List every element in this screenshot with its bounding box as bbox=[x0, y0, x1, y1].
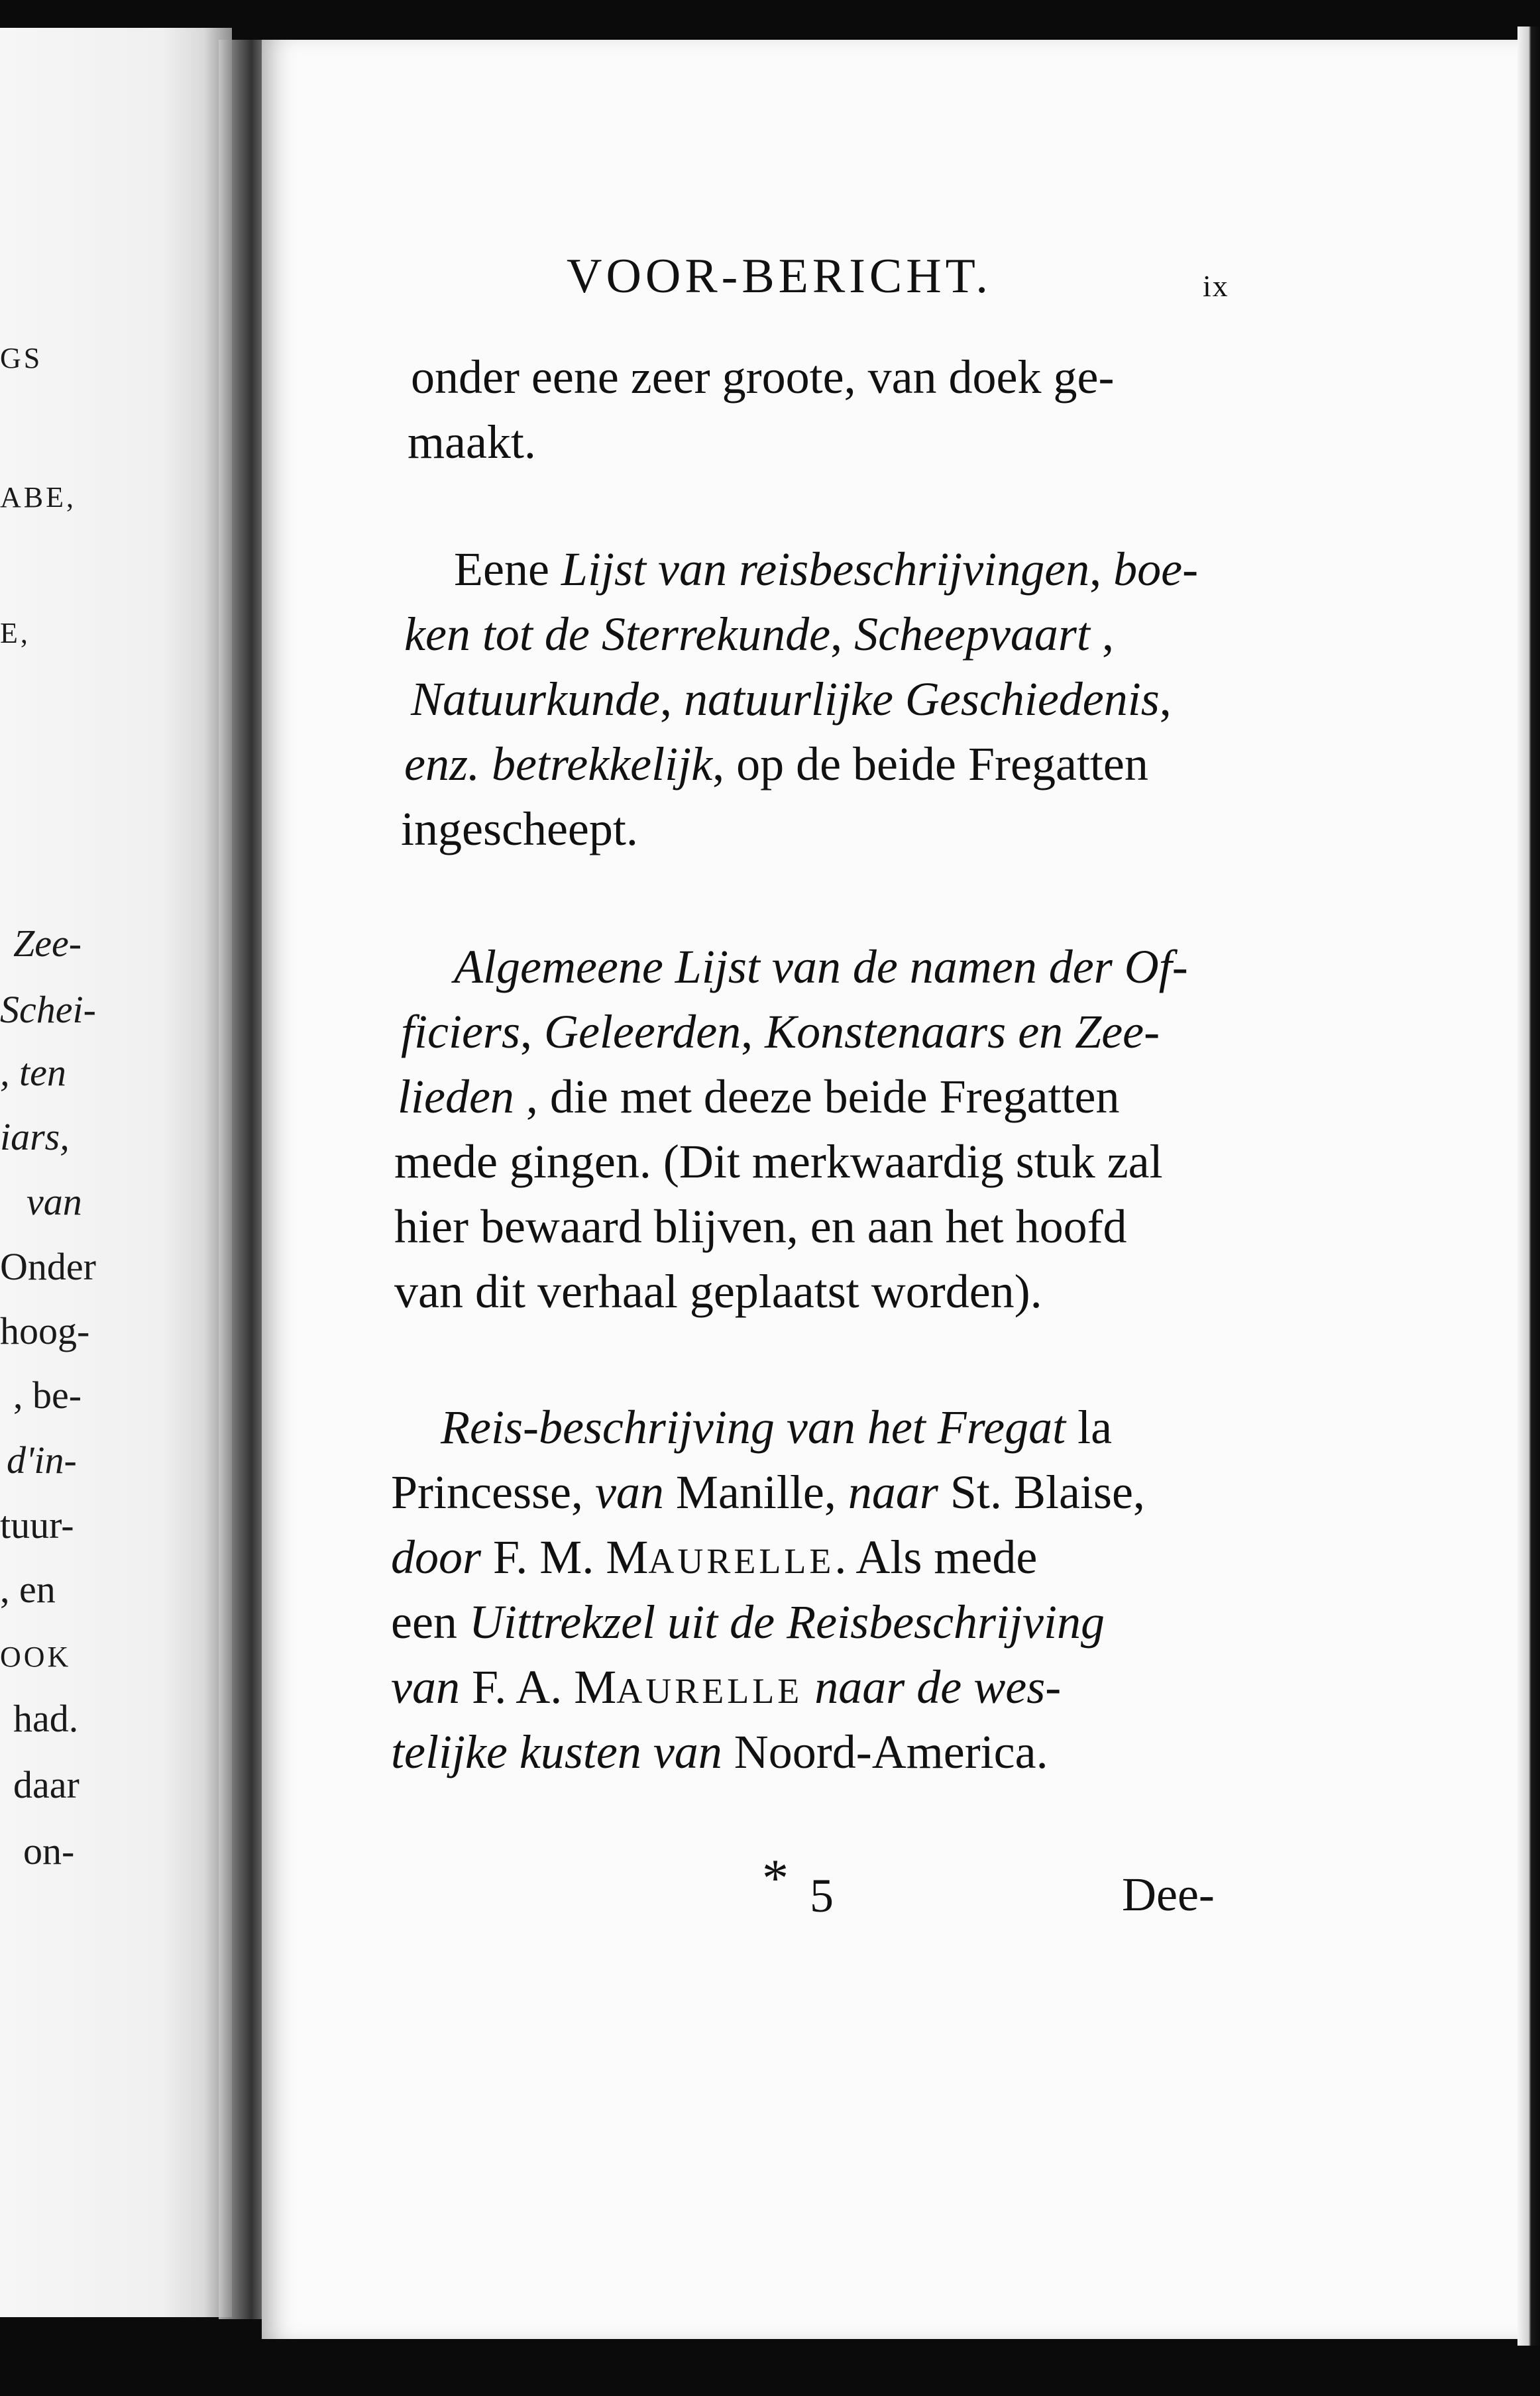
left-fragment: , en bbox=[0, 1568, 56, 1611]
left-fragment: tuur- bbox=[0, 1503, 74, 1547]
text-line bbox=[391, 1460, 1145, 1525]
text-line bbox=[391, 1655, 1061, 1723]
text-span: , bbox=[830, 608, 855, 661]
catchword: Dee- bbox=[1122, 1868, 1215, 1921]
text-span: , die met deeze beide Fregatten bbox=[514, 1070, 1120, 1123]
text-line: hier bewaard blijven, en aan het hoofd bbox=[394, 1200, 1127, 1253]
text-line: ingescheept. bbox=[401, 802, 638, 855]
left-fragment: Schei- bbox=[0, 988, 96, 1031]
text-span: Manille, bbox=[663, 1466, 848, 1519]
text-line bbox=[411, 667, 1172, 732]
text-span: Eene bbox=[454, 543, 561, 596]
left-fragment: ABE, bbox=[0, 481, 76, 514]
text-span: telijke kusten van bbox=[391, 1725, 722, 1778]
text-span: Reis-beschrijving van het Fregat bbox=[441, 1401, 1066, 1454]
text-span: naar bbox=[848, 1466, 938, 1519]
left-fragment: had. bbox=[13, 1697, 79, 1740]
text-line bbox=[401, 999, 1160, 1064]
left-fragment: on- bbox=[23, 1829, 75, 1873]
text-span: , bbox=[1089, 608, 1114, 661]
text-span: naar de wes- bbox=[802, 1661, 1062, 1714]
text-span: door bbox=[391, 1531, 482, 1584]
page-number: ix bbox=[1203, 269, 1229, 303]
text-span: Lijst van reisbeschrijvingen bbox=[561, 543, 1090, 596]
text-span: AURELLE bbox=[648, 1541, 835, 1581]
text-span: boe- bbox=[1113, 543, 1199, 596]
text-span: natuurlijke Geschiedenis bbox=[683, 673, 1160, 726]
text-line bbox=[404, 732, 1148, 796]
text-span: Princesse, bbox=[391, 1466, 595, 1519]
text-span: ficiers bbox=[401, 1005, 520, 1058]
text-span: Noord-America. bbox=[722, 1725, 1048, 1778]
left-fragment: van bbox=[27, 1180, 82, 1223]
text-line bbox=[398, 1064, 1120, 1129]
signature-star: * bbox=[762, 1849, 789, 1908]
text-span: ken tot de Sterrekunde bbox=[404, 608, 831, 661]
text-span: , bbox=[659, 673, 684, 726]
page-edge bbox=[1517, 27, 1540, 2346]
left-fragment: d'in- bbox=[7, 1439, 77, 1482]
left-fragment: GS bbox=[0, 342, 43, 374]
text-span: , bbox=[1089, 543, 1114, 596]
text-span: AURELLE bbox=[616, 1671, 803, 1711]
text-line bbox=[454, 537, 1198, 602]
text-line: onder eene zeer groote, van doek ge- bbox=[411, 351, 1115, 404]
text-line bbox=[404, 602, 1114, 667]
text-span: Konstenaars en Zee- bbox=[765, 1005, 1160, 1058]
text-span: van bbox=[391, 1661, 460, 1714]
text-span: Scheepvaart bbox=[854, 608, 1090, 661]
text-span: F. M. M bbox=[481, 1531, 649, 1584]
left-fragment: Onder bbox=[0, 1245, 96, 1288]
text-span: een bbox=[391, 1596, 469, 1649]
left-fragment: Zee- bbox=[13, 922, 82, 965]
left-fragment: , be- bbox=[13, 1374, 82, 1417]
left-fragment: E, bbox=[0, 617, 30, 649]
text-line: maakt. bbox=[408, 415, 536, 468]
text-span: F. A. M bbox=[459, 1661, 617, 1714]
text-span: , bbox=[520, 1005, 544, 1058]
text-line bbox=[441, 1395, 1112, 1460]
text-span: Natuurkunde bbox=[411, 673, 660, 726]
text-line: mede gingen. (Dit merkwaardig stuk zal bbox=[394, 1135, 1163, 1188]
text-span: enz. betrekkelijk bbox=[404, 737, 713, 790]
text-span: . Als mede bbox=[834, 1531, 1038, 1584]
left-fragment: , ten bbox=[0, 1051, 66, 1094]
text-span: lieden bbox=[398, 1070, 514, 1123]
text-line: Algemeene Lijst van de namen der Of- bbox=[454, 940, 1188, 993]
text-span: la bbox=[1066, 1401, 1113, 1454]
text-line: van dit verhaal geplaatst worden). bbox=[394, 1265, 1042, 1318]
text-span: van bbox=[594, 1466, 664, 1519]
left-fragment: daar bbox=[13, 1763, 80, 1806]
text-span: , bbox=[1159, 673, 1172, 726]
text-line bbox=[391, 1590, 1105, 1655]
text-line bbox=[391, 1719, 1048, 1784]
running-header: VOOR-BERICHT. bbox=[567, 249, 992, 303]
left-fragment: hoog- bbox=[0, 1309, 90, 1352]
text-span: Geleerden bbox=[543, 1005, 742, 1058]
text-span: Uittrekzel uit de Reisbeschrijving bbox=[468, 1596, 1105, 1649]
text-line bbox=[391, 1525, 1037, 1594]
signature-mark: 5 bbox=[810, 1869, 834, 1922]
text-span: St. Blaise, bbox=[938, 1466, 1145, 1519]
left-fragment: iars, bbox=[0, 1115, 70, 1158]
left-fragment: OOK bbox=[0, 1641, 72, 1673]
text-span: , op de beide Fregatten bbox=[712, 737, 1148, 790]
text-span: , bbox=[741, 1005, 765, 1058]
